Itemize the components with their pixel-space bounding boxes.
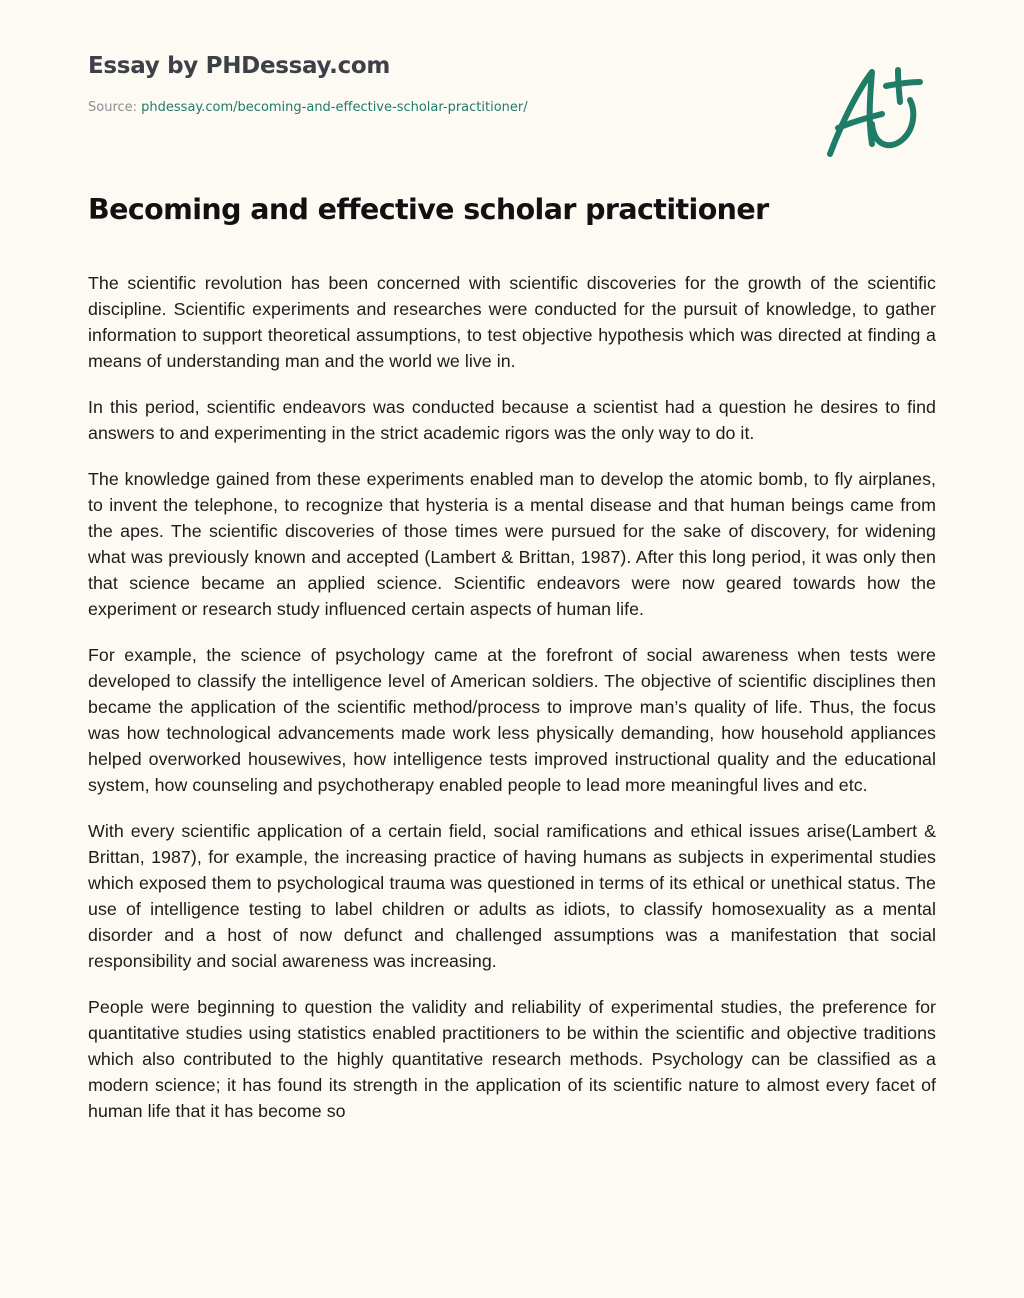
article-paragraph: In this period, scientific endeavors was conducted because a scientist had a question he desires to find answers to and experimenting in the strict academic rigors was the only way to do it. <box>88 397 936 443</box>
article-paragraph: With every scientific application of a certain field, social ramifications and ethical issues arise(Lambert & Brittan, 1987), for example, the increasing practice of having humans as subjects in experimental studies which exposed them to psychological trauma was questioned in terms of its ethical or unethical status. The use of intelligence testing to label children or adults as idiots, to classify homosexuality as a mental disorder and a host of now defunct and challenged assumptions was a manifestation that social responsibility and social awareness was increasing. <box>88 821 936 971</box>
source-link[interactable]: phdessay.com/becoming-and-effective-scholar-practitioner/ <box>141 100 528 115</box>
a-plus-grade-icon <box>820 62 932 162</box>
site-brand: Essay by PHDessay.com <box>88 53 391 79</box>
source-label: Source: <box>88 100 138 115</box>
article-paragraph: The knowledge gained from these experiments enabled man to develop the atomic bomb, to fly airplanes, to invent the telephone, to recognize that hysteria is a mental disease and that human beings came from the apes. The scientific discoveries of those times were pursued for the sake of discovery, for widening what was previously known and accepted (Lambert & Brittan, 1987). After this long period, it was only then that science became an applied science. Scientific endeavors were now geared towards how the experiment or research study influenced certain aspects of human life. <box>88 469 936 619</box>
article-body <box>88 270 936 1144</box>
article-paragraph: For example, the science of psychology came at the forefront of social awareness when tests were developed to classify the intelligence level of American soldiers. The objective of scientific disciplines then became the application of the scientific method/process to improve man’s quality of life. Thus, the focus was how technological advancements made work less physically demanding, how household appliances helped overworked housewives, how intelligence tests improved instructional quality and the educational system, how counseling and psychotherapy enabled people to lead more meaningful lives and etc. <box>88 645 936 795</box>
source-line <box>88 99 688 117</box>
article-paragraph: People were beginning to question the validity and reliability of experimental studies, the preference for quantitative studies using statistics enabled practitioners to be within the scientific and objective traditions which also contributed to the highly quantitative research methods. Psychology can be classified as a modern science; it has found its strength in the application of its scientific nature to almost every facet of human life that it has become so <box>88 997 936 1121</box>
article-paragraph: The scientific revolution has been concerned with scientific discoveries for the growth of the scientific discipline. Scientific experiments and researches were conducted for the pursuit of knowledge, to gather information to support theoretical assumptions, to test objective hypothesis which was directed at finding a means of understanding man and the world we live in. <box>88 273 936 371</box>
article-title: Becoming and effective scholar practitioner <box>88 193 769 226</box>
page-header <box>88 50 688 117</box>
